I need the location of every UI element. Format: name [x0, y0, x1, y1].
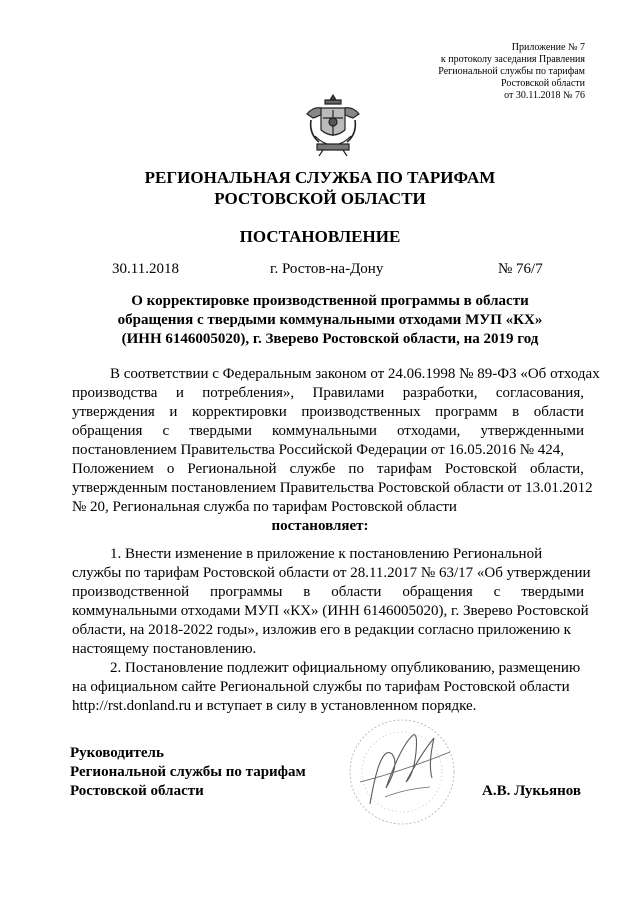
- appendix-line: к протоколу заседания Правления: [440, 54, 585, 65]
- organization-name-line1: РЕГИОНАЛЬНАЯ СЛУЖБА ПО ТАРИФАМ: [144, 168, 496, 187]
- document-subject: [80, 292, 580, 349]
- document-number: № 76/7: [498, 261, 543, 277]
- document-city: г. Ростов-на-Дону: [270, 261, 384, 277]
- appendix-line: Региональной службы по тарифам: [438, 66, 585, 77]
- item-line: области, на 2018-2022 годы», изложив его в редакции согласно приложению к: [72, 622, 571, 638]
- preamble-line: постановлением Правительства Российской Федерации от 16.05.2016 № 424,: [72, 442, 565, 458]
- signatory-title: [70, 744, 306, 801]
- preamble-line: обращения с твердыми коммунальными отходами, утвержденными: [72, 423, 584, 439]
- preamble-line: утверждения и корректировки производственных программ в области: [72, 404, 584, 420]
- document-type-title: ПОСТАНОВЛЕНИЕ: [239, 227, 401, 246]
- subject-line: (ИНН 6146005020), г. Зверево Ростовской области, на 2019 год: [121, 331, 539, 347]
- signatory-title-line: Региональной службы по тарифам: [70, 764, 306, 780]
- signatory-name: А.В. Лукьянов: [482, 783, 581, 799]
- item-line: коммунальными отходами МУП «КХ» (ИНН 6146005020), г. Зверево Ростовской: [72, 603, 589, 619]
- preamble-line: № 20, Региональная служба по тарифам Ростовской области: [72, 499, 457, 515]
- appendix-line: от 30.11.2018 № 76: [504, 90, 585, 101]
- item-line: на официальном сайте Региональной службы по тарифам Ростовской области: [72, 679, 570, 695]
- coat-of-arms-emblem: [303, 92, 363, 158]
- appendix-line: Ростовской области: [501, 78, 585, 89]
- appendix-note: [438, 42, 585, 102]
- decree-keyword: постановляет:: [271, 518, 369, 534]
- preamble-paragraph: [72, 365, 600, 517]
- subject-line: О корректировке производственной программы в области: [131, 293, 529, 309]
- item-line: службы по тарифам Ростовской области от 28.11.2017 № 63/17 «Об утверждении: [72, 565, 591, 581]
- organization-name-line2: РОСТОВСКОЙ ОБЛАСТИ: [214, 189, 426, 208]
- subject-line: обращения с твердыми коммунальными отходами МУП «КХ»: [117, 312, 543, 328]
- item-line: 1. Внести изменение в приложение к постановлению Региональной: [110, 546, 543, 562]
- signatory-title-line: Руководитель: [70, 745, 164, 761]
- handwritten-signature-stamp: [330, 712, 475, 832]
- appendix-line: Приложение № 7: [511, 42, 585, 53]
- preamble-line: производства и потребления», Правилами разработки, согласования,: [72, 385, 584, 401]
- website-link: http://rst.donland.ru и вступает в силу в установленном порядке.: [72, 698, 477, 714]
- item-line: [72, 697, 584, 716]
- preamble-line: утвержденным постановлением Правительства Ростовской области от 13.01.2012: [72, 480, 593, 496]
- item-line: 2. Постановление подлежит официальному опубликованию, размещению: [110, 660, 581, 676]
- document-date: 30.11.2018: [112, 261, 179, 277]
- preamble-line: Положением о Региональной службе по тарифам Ростовской области,: [72, 461, 584, 477]
- signatory-title-line: Ростовской области: [70, 783, 204, 799]
- item-line: настоящему постановлению.: [72, 641, 257, 657]
- decree-items: [72, 545, 591, 716]
- item-line: производственной программы в области обращения с твердыми: [72, 584, 584, 600]
- preamble-line: В соответствии с Федеральным законом от 24.06.1998 № 89-ФЗ «Об отходах: [110, 366, 600, 382]
